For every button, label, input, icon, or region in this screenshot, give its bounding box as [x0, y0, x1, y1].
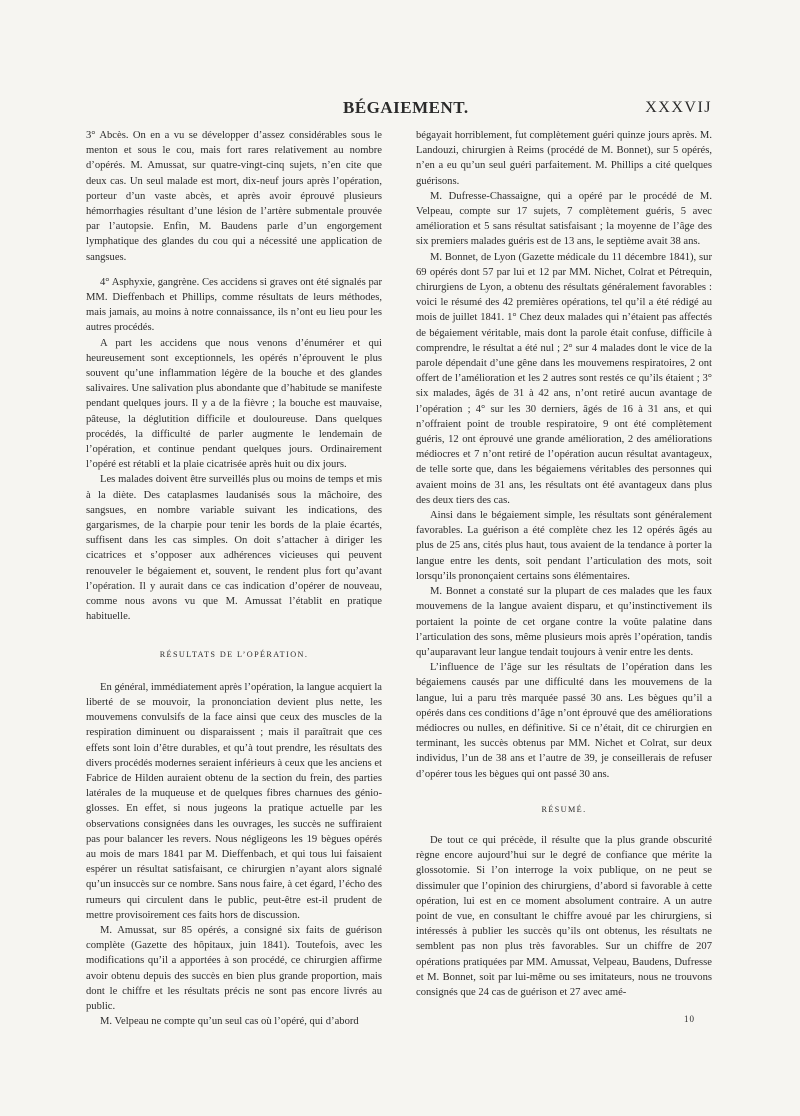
paragraph: bégayait horriblement, fut complètement guéri quinze jours après. M. Landouzi, chirurgien à Reims (procédé de M. Bonnet), sur 5 opérés, n’en a eu qu’un seul guéri parfaitement. M. Phillips a cité quelques guérisons.: [416, 130, 712, 187]
running-title: BÉGAIEMENT.: [343, 98, 469, 117]
section-heading: RÉSUMÉ.: [541, 804, 587, 814]
paragraph: En général, immédiatement après l’opération, la langue acquiert la liberté de se mouvoir, la prononciation devient plus nette, les mouvemens convulsifs de la face ainsi que ceux des muscles de la respiration diminuent ou disparaissent ; mais il paraîtrait que ces effets sont loin d’être durables, et qu’à tout prendre, les résultats des divers procédés modernes seraient inférieurs à ceux que les anciens et Fabrice de Hilden auraient obtenu de la section du frein, des parties latérales de la muqueuse et de quelques fibres charnues des génio-glosses. En effet, si nous jugeons la pratique actuelle par les observations consignées dans les ouvrages, les succès ne suffiraient pas pour balancer les revers. Nous négligeons les 19 bègues opérés au mois de mars 1841 par M. Dieffenbach, et qui tous lui faisaient espérer un résultat satisfaisant, ce chirurgien n’ayant alors signalé qu’un insuccès sur ce nombre. Sans nous faire, à cet égard, l’écho des rumeurs qui circulent dans le public, peut-être est-il prudent de mettre provisoirement ces faits hors de discussion.: [86, 681, 382, 921]
paragraph: M. Amussat, sur 85 opérés, a consigné six faits de guérison complète (Gazette des hôpitaux, juin 1841). Toutefois, avec les modifications qu’il a apportées à son procédé, ce chirurgien affirme avoir obtenu depuis des succès en bien plus grande proportion, mais dont le chiffre et les résultats précis ne sont pas encore livrés au public.: [86, 924, 382, 1012]
right-column: [416, 128, 712, 1000]
paragraph: M. Bonnet a constaté sur la plupart de ces malades que les faux mouvemens de la langue avaient disparu, et qu’instinctivement ils portaient la pointe de cet organe contre la voûte palatine dans l’articulation des sons, même plusieurs mois après l’opération, tandis qu’auparavant leur langue tendait toujours à venir entre les dents.: [416, 586, 712, 658]
signature-mark: 10: [684, 1014, 695, 1024]
page-header: [0, 98, 800, 126]
left-column: [86, 128, 382, 1029]
paragraph: De tout ce qui précède, il résulte que la plus grande obscurité règne encore aujourd’hui sur le degré de confiance que mérite la glossotomie. Si l’on interroge la voix publique, on ne peut se dissimuler que l’opinion des chirurgiens, d’abord si favorable à cette opération, lui est en ce moment absolument contraire. A un autre point de vue, en consultant le chiffre avoué par les chirurgiens, si intéressés à publier les succès qu’ils ont obtenus, les résultats ne semblent pas non plus très favorables. Sur un chiffre de 207 opérations pratiquées par MM. Amussat, Velpeau, Baudens, Dufresse et M. Bonnet, soit par lui-même ou ses imitateurs, nous ne trouvons consignés que 24 cas de guérison et 27 avec amé-: [416, 834, 712, 998]
paragraph: 4° Asphyxie, gangrène. Ces accidens si graves ont été signalés par MM. Dieffenbach et Phillips, comme résultats de leurs méthodes, mais jamais, au moins à notre connaissance, ils n’ont eu lieu pour les autres procédés.: [86, 276, 382, 334]
paragraph: L’influence de l’âge sur les résultats de l’opération dans les bégaiemens causés par une difficulté dans les mouvemens de la langue, lui a paru très marquée passé 30 ans. Les bègues qu’il a opérés dans ces conditions d’âge n’ont éprouvé que des améliorations médiocres ou nulles, en définitive. Si ce n’était, dit ce chirurgien en terminant, les succès obtenus par MM. Nichet et Colrat, sur deux individus, l’un de 38 ans et l’autre de 39, je conseillerais de refuser d’opérer tous les bègues qui ont passé 30 ans.: [416, 662, 712, 780]
paragraph: A part les accidens que nous venons d’énumérer et qui heureusement sont exceptionnels, les opérés n’éprouvent le plus souvent qu’une inflammation légère de la bouche et des glandes salivaires. Une salivation plus abondante que d’habitude se manifeste pendant quelques jours. Il y a de la fièvre ; la bouche est mauvaise, pâteuse, la déglutition difficile et douloureuse. Dans quelques procédés, la difficulté de parler augmente le lendemain de l’opération, et continue pendant quelques jours. Ordinairement l’opéré est rétabli et la plaie cicatrisée après huit ou dix jours.: [86, 337, 382, 471]
paragraph: M. Velpeau ne compte qu’un seul cas où l’opéré, qui d’abord: [100, 1016, 359, 1028]
paragraph: Les malades doivent être surveillés plus ou moins de temps et mis à la diète. Des cataplasmes laudanisés sous la mâchoire, des sangsues, en nombre variable suivant les indications, des gargarismes, de la charpie pour tenir les bords de la plaie écartés, suffisent dans les cas simples. On doit s’attacher à diriger les cicatrices et s’opposer aux adhérences vicieuses qui peuvent renouveler le bégaiement et, souvent, le rendent plus fort qu’avant l’opération. Il y aurait dans ce cas indication d’opérer de nouveau, comme nous avons vu que M. Amussat l’établit en pratique habituelle.: [86, 474, 382, 623]
section-heading: RÉSULTATS DE L’OPÉRATION.: [159, 649, 309, 659]
paragraph: 3° Abcès. On en a vu se développer d’assez considérables sous le menton et sous le cou, mais fort rares relativement au nombre d’opérés. M. Amussat, sur quatre-vingt-cinq sujets, n’en cite que deux cas. Un seul malade est mort, dix-neuf jours après l’opération, porteur d’un vaste abcès, et après avoir éprouvé plusieurs hémorrhagies résultant d’une lésion de l’artère submentale prouvée par l’autopsie. Enfin, M. Baudens parle d’un engorgement lymphatique des glandes du cou qui a nécessité une application de sangsues.: [86, 130, 382, 263]
paragraph: M. Bonnet, de Lyon (Gazette médicale du 11 décembre 1841), sur 69 opérés dont 57 par lui et 12 par MM. Nichet, Colrat et Pétrequin, chirurgiens de Lyon, a obtenu des résultats généralement favorables : voici le résumé des 42 premières opérations, tel qu’il a été rédigé au mois de juillet 1841. 1° Chez deux malades qui n’étaient pas affectés de bégaiement véritable, mais dont la parole était confuse, difficile à comprendre, le résultat a été nul ; 2° sur 4 malades dont le vice de la parole dépendait d’une gêne dans les mouvemens respiratoires, 2 ont offert de l’amélioration et les 2 autres sont restés ce qu’ils étaient ; 3° six malades, âgés de 31 à 42 ans, n’ont retiré aucun avantage de l’opération ; 4° sur les 30 derniers, âgés de 16 à 31 ans, et qui n’offraient point de trouble respiratoire, 9 ont été complètement guéris, 12 ont éprouvé une grande amélioration, 2 des améliorations médiocres et 7 n’ont retiré de l’opération aucun résultat avantageux, de telle sorte que, dans les bégaiemens véritables des personnes qui avaient moins de 31 ans, les résultats ont été avantageux dans plus des deux tiers des cas.: [416, 251, 712, 506]
paragraph: M. Dufresse-Chassaigne, qui a opéré par le procédé de M. Velpeau, compte sur 17 sujets, 7 complètement guéris, 5 avec amélioration et 5 sans résultat satisfaisant ; la moyenne de l’âge des six premiers malades guéris est de 13 ans, le septième avait 38 ans.: [416, 190, 712, 248]
page-number: XXXVIJ: [645, 99, 712, 116]
paragraph: Ainsi dans le bégaiement simple, les résultats sont généralement favorables. La guérison a été complète chez les 12 opérés âgés au plus de 25 ans, cités plus haut, tous avaient de la tendance à porter la langue entre les dents, soit pendant l’articulation des mots, soit lorsqu’ils prononçaient certains sons élémentaires.: [416, 510, 712, 582]
